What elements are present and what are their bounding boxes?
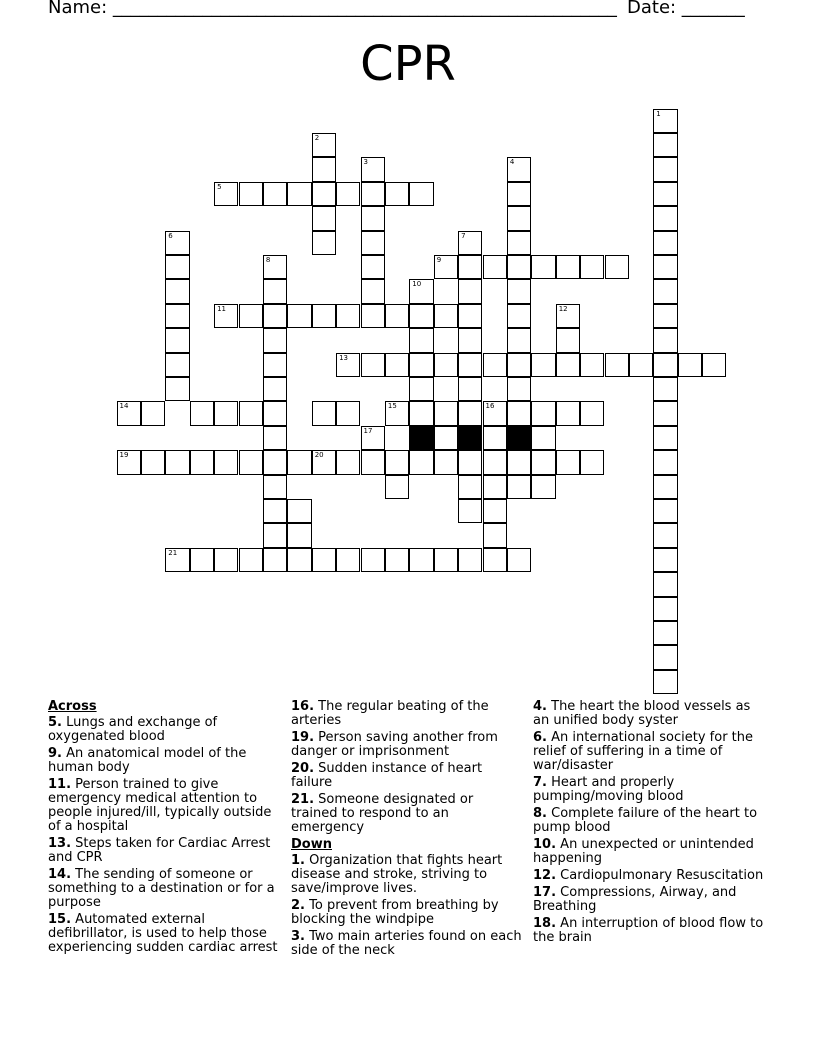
grid-cell[interactable] — [531, 353, 555, 377]
grid-cell[interactable] — [580, 255, 604, 279]
grid-cell[interactable] — [165, 377, 189, 401]
grid-cell[interactable] — [483, 353, 507, 377]
clue-number-label: 19. — [291, 730, 315, 745]
clue-number: 16 — [485, 402, 495, 411]
grid-cell[interactable] — [263, 548, 287, 572]
clue-text: Someone designated or trained to respond to an emergency — [291, 792, 474, 835]
grid-cell[interactable] — [239, 401, 263, 425]
grid-cell[interactable] — [556, 255, 580, 279]
clue-text: Automated external defibrillator, is used to help those experiencing sudden cardiac arrest — [48, 912, 278, 955]
grid-cell[interactable] — [483, 523, 507, 547]
grid-cell[interactable] — [653, 353, 677, 377]
clue-number: 17 — [363, 426, 373, 435]
grid-cell[interactable] — [653, 206, 677, 230]
grid-cell[interactable] — [312, 548, 336, 572]
down-clue — [533, 917, 765, 945]
grid-cell[interactable] — [287, 523, 311, 547]
clue-number-label: 11. — [48, 777, 72, 792]
grid-cell[interactable] — [361, 548, 385, 572]
grid-cell[interactable] — [263, 523, 287, 547]
grid-cell[interactable] — [409, 401, 433, 425]
date-field[interactable]: Date: _______ — [627, 0, 745, 18]
clue-number-label: 8. — [533, 806, 547, 821]
across-heading: Across — [48, 699, 97, 714]
clue-number-label: 16. — [291, 699, 315, 714]
grid-cell[interactable] — [507, 255, 531, 279]
grid-cell[interactable] — [190, 401, 214, 425]
grid-cell[interactable] — [702, 353, 726, 377]
grid-cell[interactable] — [409, 328, 433, 352]
grid-cell[interactable] — [458, 475, 482, 499]
clue-number-label: 6. — [533, 730, 547, 745]
clue-number-label: 15. — [48, 912, 72, 927]
grid-cell[interactable] — [653, 426, 677, 450]
across-clue — [291, 793, 523, 835]
grid-cell[interactable] — [312, 182, 336, 206]
clue-text: Cardiopulmonary Resuscitation — [560, 868, 764, 883]
grid-cell[interactable] — [507, 401, 531, 425]
clue-number: 13 — [339, 353, 349, 362]
grid-cell[interactable] — [458, 548, 482, 572]
clue-number-label: 7. — [533, 775, 547, 790]
clue-column-1 — [48, 700, 280, 958]
grid-cell[interactable] — [214, 304, 238, 328]
grid-cell[interactable] — [580, 353, 604, 377]
grid-cell[interactable] — [483, 255, 507, 279]
grid-cell[interactable] — [507, 475, 531, 499]
grid-cell[interactable] — [507, 231, 531, 255]
grid-cell[interactable] — [214, 401, 238, 425]
grid-cell[interactable] — [165, 231, 189, 255]
clue-text: An interruption of blood flow to the brain — [533, 916, 764, 945]
grid-cell[interactable] — [507, 157, 531, 181]
grid-cell[interactable] — [336, 450, 360, 474]
clue-number: 19 — [119, 451, 129, 460]
grid-cell[interactable] — [263, 377, 287, 401]
grid-cell[interactable] — [165, 328, 189, 352]
grid-cell[interactable] — [653, 621, 677, 645]
grid-cell[interactable] — [409, 377, 433, 401]
grid-cell[interactable] — [653, 475, 677, 499]
grid-cell[interactable] — [653, 304, 677, 328]
grid-cell[interactable] — [361, 157, 385, 181]
grid-cell[interactable] — [653, 182, 677, 206]
clue-number: 9 — [436, 256, 442, 264]
grid-cell[interactable] — [263, 182, 287, 206]
clue-number-label: 5. — [48, 715, 62, 730]
down-clue — [533, 731, 765, 773]
clue-number-label: 17. — [533, 885, 557, 900]
grid-cell[interactable] — [653, 670, 677, 694]
grid-cell[interactable] — [385, 548, 409, 572]
grid-cell[interactable] — [312, 231, 336, 255]
grid-cell[interactable] — [263, 450, 287, 474]
grid-cell[interactable] — [312, 450, 336, 474]
grid-cell[interactable] — [653, 157, 677, 181]
grid-cell[interactable] — [507, 328, 531, 352]
clue-number: 15 — [387, 402, 397, 411]
clue-number-label: 21. — [291, 792, 315, 807]
clue-number: 4 — [509, 158, 515, 167]
grid-cell[interactable] — [653, 572, 677, 596]
clue-text: Organization that fights heart disease and stroke, striving to save/improve lives. — [291, 853, 503, 896]
grid-cell[interactable] — [385, 304, 409, 328]
down-clue — [533, 838, 765, 866]
grid-cell[interactable] — [507, 548, 531, 572]
grid-cell[interactable] — [239, 548, 263, 572]
clue-number-label: 13. — [48, 836, 72, 851]
grid-cell[interactable] — [483, 548, 507, 572]
across-clue — [291, 762, 523, 790]
grid-cell[interactable] — [361, 182, 385, 206]
clue-text: Lungs and exchange of oxygenated blood — [48, 715, 218, 744]
clue-text: The heart the blood vessels as an unified body syster — [533, 699, 751, 728]
grid-cell[interactable] — [458, 450, 482, 474]
grid-cell[interactable] — [483, 450, 507, 474]
grid-cell[interactable] — [531, 475, 555, 499]
grid-cell[interactable] — [165, 304, 189, 328]
clue-text: Sudden instance of heart failure — [291, 761, 483, 790]
grid-cell[interactable] — [312, 401, 336, 425]
clue-number-label: 18. — [533, 916, 557, 931]
grid-cell[interactable] — [263, 475, 287, 499]
grid-cell[interactable] — [190, 548, 214, 572]
clue-text: An anatomical model of the human body — [48, 746, 247, 775]
grid-cell[interactable] — [214, 450, 238, 474]
grid-cell[interactable] — [653, 401, 677, 425]
grid-cell[interactable] — [531, 450, 555, 474]
grid-cell[interactable] — [263, 426, 287, 450]
grid-cell[interactable] — [361, 426, 385, 450]
grid-cell[interactable] — [336, 548, 360, 572]
grid-cell[interactable] — [653, 109, 677, 133]
grid-cell[interactable] — [141, 450, 165, 474]
grid-cell[interactable] — [165, 279, 189, 303]
clue-text: Person trained to give emergency medical attention to people injured/ill, typically outside of a hospital — [48, 777, 272, 834]
down-heading: Down — [291, 837, 332, 852]
clue-number: 8 — [265, 256, 271, 264]
clue-column-3 — [533, 700, 765, 948]
grid-cell[interactable] — [214, 548, 238, 572]
grid-cell[interactable] — [287, 499, 311, 523]
grid-cell[interactable] — [117, 401, 141, 425]
grid-cell[interactable] — [458, 401, 482, 425]
grid-cell[interactable] — [361, 279, 385, 303]
grid-cell[interactable] — [507, 206, 531, 230]
grid-cell[interactable] — [483, 475, 507, 499]
grid-cell[interactable] — [385, 475, 409, 499]
across-clue — [48, 913, 280, 955]
across-clue — [48, 747, 280, 775]
clue-number: 18 — [461, 426, 471, 435]
down-clue — [533, 700, 765, 728]
grid-cell[interactable] — [312, 133, 336, 157]
grid-cell[interactable] — [312, 304, 336, 328]
down-clue — [533, 886, 765, 914]
grid-cell[interactable] — [312, 206, 336, 230]
clue-number: 5 — [217, 182, 222, 191]
grid-cell[interactable] — [287, 548, 311, 572]
grid-cell[interactable] — [361, 450, 385, 474]
grid-cell[interactable] — [239, 304, 263, 328]
clue-number: 12 — [558, 304, 568, 313]
grid-cell[interactable] — [556, 304, 580, 328]
grid-cell[interactable] — [434, 426, 458, 450]
grid-cell[interactable] — [312, 157, 336, 181]
across-clue — [291, 700, 523, 728]
grid-cell[interactable] — [507, 182, 531, 206]
clue-text: Complete failure of the heart to pump blood — [533, 806, 758, 835]
down-clue — [291, 899, 523, 927]
clue-number: 7 — [461, 231, 466, 240]
grid-cell[interactable] — [483, 401, 507, 425]
grid-cell[interactable] — [653, 645, 677, 669]
clue-text: Steps taken for Cardiac Arrest and CPR — [48, 836, 271, 865]
down-clue — [291, 930, 523, 958]
clue-number: 1 — [656, 109, 661, 118]
grid-cell[interactable] — [458, 304, 482, 328]
grid-cell[interactable] — [653, 450, 677, 474]
grid-cell[interactable] — [458, 353, 482, 377]
grid-cell[interactable] — [653, 133, 677, 157]
grid-cell[interactable] — [629, 353, 653, 377]
clue-number-label: 20. — [291, 761, 315, 776]
clue-number-label: 9. — [48, 746, 62, 761]
grid-cell[interactable] — [165, 353, 189, 377]
grid-cell[interactable] — [458, 499, 482, 523]
across-clue — [48, 778, 280, 834]
clue-text: Heart and properly pumping/moving blood — [533, 775, 684, 804]
grid-cell[interactable] — [409, 304, 433, 328]
black-cell — [458, 426, 482, 450]
black-cell — [409, 426, 433, 450]
grid-cell[interactable] — [165, 548, 189, 572]
across-clue — [291, 731, 523, 759]
grid-cell[interactable] — [458, 279, 482, 303]
grid-cell[interactable] — [531, 426, 555, 450]
grid-cell[interactable] — [483, 499, 507, 523]
grid-cell[interactable] — [287, 450, 311, 474]
grid-cell[interactable] — [653, 255, 677, 279]
across-clue — [48, 716, 280, 744]
grid-cell[interactable] — [434, 255, 458, 279]
clue-text: Two main arteries found on each side of the neck — [291, 929, 522, 958]
grid-cell[interactable] — [385, 353, 409, 377]
grid-cell[interactable] — [507, 279, 531, 303]
grid-cell[interactable] — [239, 450, 263, 474]
grid-cell[interactable] — [605, 353, 629, 377]
clue-column-2 — [291, 700, 523, 961]
clue-number: 6 — [168, 231, 173, 240]
grid-cell[interactable] — [580, 401, 604, 425]
grid-cell[interactable] — [507, 353, 531, 377]
grid-cell[interactable] — [214, 182, 238, 206]
grid-cell[interactable] — [458, 328, 482, 352]
grid-cell[interactable] — [409, 353, 433, 377]
grid-cell[interactable] — [239, 182, 263, 206]
grid-cell[interactable] — [336, 401, 360, 425]
clue-text: To prevent from breathing by blocking the windpipe — [291, 898, 499, 927]
grid-cell[interactable] — [263, 499, 287, 523]
grid-cell[interactable] — [190, 450, 214, 474]
grid-cell[interactable] — [653, 377, 677, 401]
grid-cell[interactable] — [531, 255, 555, 279]
grid-cell[interactable] — [385, 401, 409, 425]
grid-cell[interactable] — [361, 304, 385, 328]
across-clue — [48, 837, 280, 865]
grid-cell[interactable] — [263, 279, 287, 303]
grid-cell[interactable] — [336, 304, 360, 328]
down-clue — [533, 776, 765, 804]
grid-cell[interactable] — [336, 182, 360, 206]
clue-number: 3 — [363, 158, 368, 167]
down-clue — [533, 869, 765, 883]
down-clue — [533, 807, 765, 835]
clue-number-label: 10. — [533, 837, 557, 852]
grid-cell[interactable] — [434, 401, 458, 425]
page-title: CPR — [360, 36, 456, 92]
clue-text: Person saving another from danger or imprisonment — [291, 730, 498, 759]
clue-text: Compressions, Airway, and Breathing — [533, 885, 737, 914]
grid-cell[interactable] — [361, 255, 385, 279]
clue-number: 14 — [119, 402, 129, 411]
grid-cell[interactable] — [556, 450, 580, 474]
grid-cell[interactable] — [458, 231, 482, 255]
grid-cell[interactable] — [141, 401, 165, 425]
grid-cell[interactable] — [165, 255, 189, 279]
grid-cell[interactable] — [653, 597, 677, 621]
grid-cell[interactable] — [507, 450, 531, 474]
grid-cell[interactable] — [507, 304, 531, 328]
grid-cell[interactable] — [458, 377, 482, 401]
grid-cell[interactable] — [263, 328, 287, 352]
clue-text: An international society for the relief of suffering in a time of war/disaster — [533, 730, 754, 773]
grid-cell[interactable] — [263, 255, 287, 279]
clue-number-label: 1. — [291, 853, 305, 868]
grid-cell[interactable] — [653, 231, 677, 255]
grid-cell[interactable] — [117, 450, 141, 474]
grid-cell[interactable] — [385, 182, 409, 206]
grid-cell[interactable] — [580, 450, 604, 474]
clue-number: 21 — [168, 548, 178, 557]
grid-cell[interactable] — [653, 548, 677, 572]
clue-number-label: 4. — [533, 699, 547, 714]
grid-cell[interactable] — [653, 523, 677, 547]
grid-cell[interactable] — [653, 328, 677, 352]
grid-cell[interactable] — [165, 450, 189, 474]
name-field[interactable]: Name: ________________________________________________________ — [48, 0, 617, 18]
clue-number: 2 — [314, 134, 320, 142]
down-clue — [291, 854, 523, 896]
grid-cell[interactable] — [653, 499, 677, 523]
grid-cell[interactable] — [653, 279, 677, 303]
grid-cell[interactable] — [556, 353, 580, 377]
grid-cell[interactable] — [263, 304, 287, 328]
grid-cell[interactable] — [434, 353, 458, 377]
grid-cell[interactable] — [434, 450, 458, 474]
grid-cell[interactable] — [434, 304, 458, 328]
grid-cell[interactable] — [458, 255, 482, 279]
grid-cell[interactable] — [361, 206, 385, 230]
grid-cell[interactable] — [409, 548, 433, 572]
grid-cell[interactable] — [336, 353, 360, 377]
grid-cell[interactable] — [409, 279, 433, 303]
grid-cell[interactable] — [556, 328, 580, 352]
clue-number: 11 — [217, 304, 227, 313]
grid-cell[interactable] — [287, 182, 311, 206]
clue-number-label: 3. — [291, 929, 305, 944]
clue-text: An unexpected or unintended happening — [533, 837, 754, 866]
grid-cell[interactable] — [605, 255, 629, 279]
grid-cell[interactable] — [409, 450, 433, 474]
clue-number: 20 — [314, 451, 324, 460]
grid-cell[interactable] — [263, 353, 287, 377]
black-cell — [507, 426, 531, 450]
clue-number-label: 14. — [48, 867, 72, 882]
grid-cell[interactable] — [385, 450, 409, 474]
across-clue — [48, 868, 280, 910]
grid-cell[interactable] — [361, 353, 385, 377]
grid-cell[interactable] — [434, 548, 458, 572]
grid-cell[interactable] — [361, 231, 385, 255]
clue-text: The sending of someone or something to a destination or for a purpose — [48, 867, 275, 910]
clue-number-label: 2. — [291, 898, 305, 913]
grid-cell[interactable] — [409, 182, 433, 206]
grid-cell[interactable] — [556, 401, 580, 425]
grid-cell[interactable] — [287, 304, 311, 328]
grid-cell[interactable] — [263, 401, 287, 425]
grid-cell[interactable] — [507, 377, 531, 401]
clue-number-label: 12. — [533, 868, 557, 883]
clue-text: The regular beating of the arteries — [291, 699, 489, 728]
grid-cell[interactable] — [678, 353, 702, 377]
grid-cell[interactable] — [531, 401, 555, 425]
clue-number: 10 — [412, 280, 422, 289]
grid-cell[interactable] — [483, 426, 507, 450]
